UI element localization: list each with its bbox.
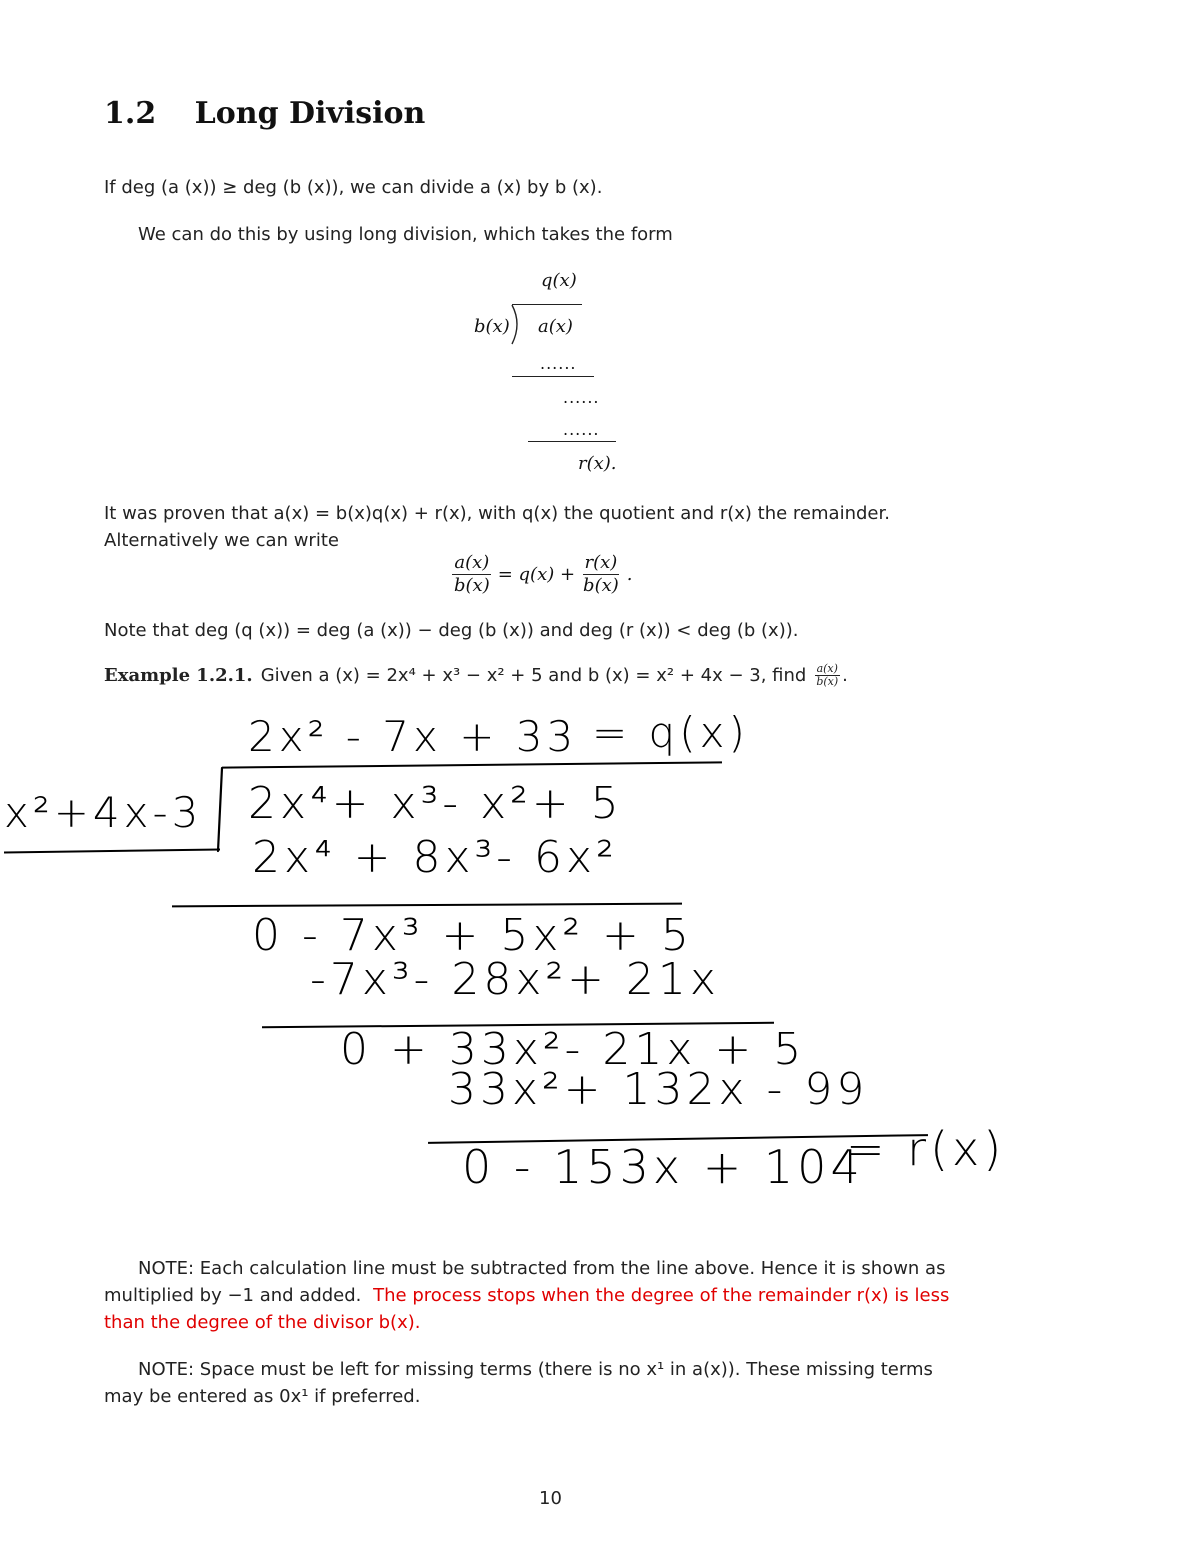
fraction-lhs-numerator: a(x) [454,552,490,573]
degree-note: Note that deg (q (x)) = deg (a (x)) − deg (b (x)) and deg (r (x)) < deg (b (x)). [104,620,799,641]
proof-line-2: Alternatively we can write [104,530,339,551]
hw-remainder-tag: = r(x) [846,1122,1006,1176]
intro-paragraph-2: We can do this by using long division, which takes the form [138,224,673,245]
note-1-line-3: than the degree of the divisor b(x). [104,1312,421,1333]
note-1-line-2 [104,1282,949,1309]
section-heading [104,96,425,131]
schema-dots-2: ...... [563,388,600,407]
hw-vinculum [222,761,722,768]
hw-row-6: 33x²+ 132x - 99 [448,1064,869,1115]
note-2-line-2: may be entered as 0x¹ if preferred. [104,1386,421,1407]
hw-row-7: 0 - 153x + 104 [462,1140,864,1194]
schema-dots-1: ...... [540,354,577,373]
schema-dots-3: ...... [563,420,600,439]
note-1-line-2-highlight: The process stops when the degree of the remainder r(x) is less [373,1285,950,1306]
fraction-rhs-denominator: b(x) [583,575,619,596]
section-number: 1.2 [104,96,157,131]
equation-middle: = q(x) + [497,564,576,585]
hw-row-5: 0 + 33x²- 21x + 5 [340,1024,806,1075]
hw-rule-1 [172,903,682,908]
example-text: Given a (x) = 2x⁴ + x³ − x² + 5 and b (x) = x² + 4x − 3, find [260,665,807,686]
note-1-line-1: NOTE: Each calculation line must be subtracted from the line above. Hence it is shown as [138,1258,946,1279]
schema-quotient: q(x) [541,270,577,291]
fraction-lhs [452,552,492,597]
hw-row-3: 0 - 7x³ + 5x² + 5 [252,910,693,961]
example-fraction-numerator: a(x) [816,662,838,675]
hw-division-bracket [210,766,226,856]
hw-divisor: x²+4x-3 [4,788,203,837]
schema-rule-2 [528,441,616,442]
schema-rule-1 [512,376,594,377]
example-fraction-denominator: b(x) [816,675,839,688]
hw-quotient-tag: = q(x) [592,708,749,757]
hw-quotient: 2x² - 7x + 33 [248,712,578,761]
fraction-rhs-numerator: r(x) [584,552,618,573]
intro-paragraph-1: If deg (a (x)) ≥ deg (b (x)), we can divide a (x) by b (x). [104,177,603,198]
hw-dividend: 2x⁴+ x³- x²+ 5 [248,778,623,829]
hw-row-4: -7x³- 28x²+ 21x [310,954,720,1005]
example-statement [104,662,848,689]
schema-divisor: b(x) [474,316,510,337]
equation-end: . [626,564,633,585]
section-title: Long Division [194,96,426,131]
example-end: . [842,665,848,686]
fraction-equation [452,552,633,597]
hw-row-2: 2x⁴ + 8x³- 6x² [252,832,618,883]
note-2-line-1: NOTE: Space must be left for missing terms (there is no x¹ in a(x)). These missing terms [138,1359,933,1380]
example-label: Example 1.2.1. [104,665,253,686]
proof-line-1: It was proven that a(x) = b(x)q(x) + r(x), with q(x) the quotient and r(x) the remainder. [104,503,890,524]
note-1-line-2-plain: multiplied by −1 and added. [104,1285,362,1306]
fraction-lhs-denominator: b(x) [454,575,490,596]
hw-divisor-underline [4,848,220,853]
schema-remainder: r(x). [578,453,617,474]
example-fraction [814,663,840,688]
fraction-rhs [581,552,621,597]
schema-division-bracket [510,304,524,346]
page-number: 10 [539,1488,562,1509]
schema-dividend: a(x) [538,316,573,337]
